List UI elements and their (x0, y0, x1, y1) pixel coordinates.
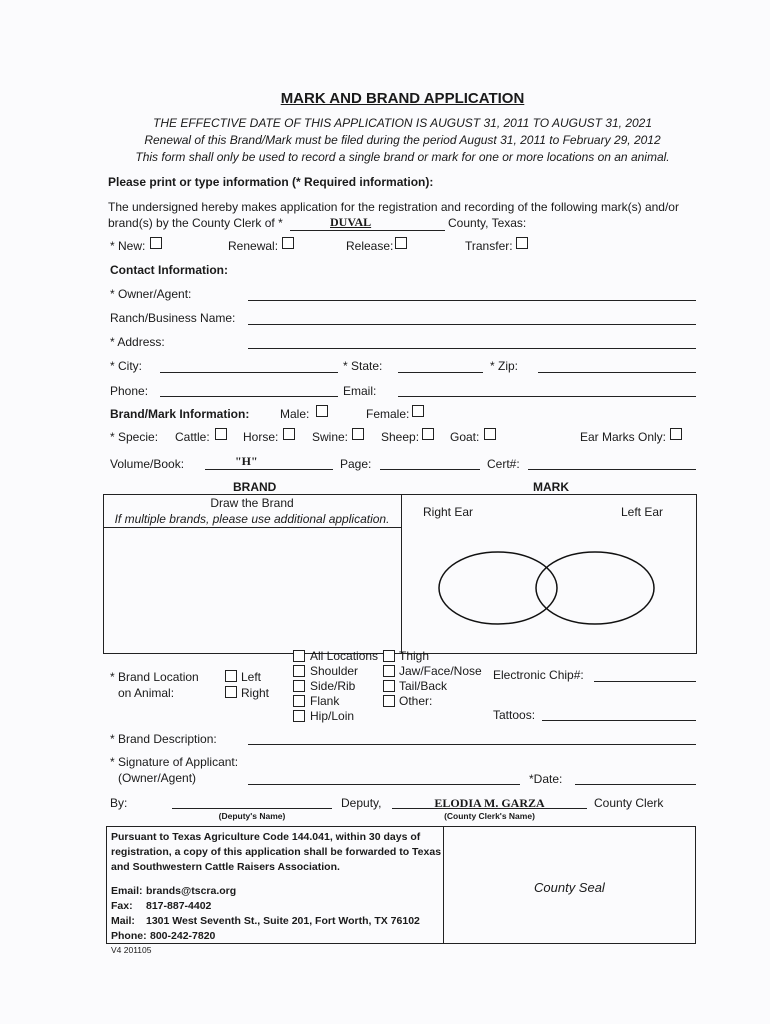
right-ear-oval (439, 552, 557, 624)
right-label: Right (241, 686, 270, 700)
volume-value: "H" (235, 454, 258, 468)
ear-diagram[interactable] (436, 550, 656, 630)
city-label: * City: (110, 359, 143, 373)
other-label: Other: (399, 694, 433, 708)
email-label: Email: (343, 384, 377, 398)
state-label: * State: (343, 359, 383, 373)
left-ear-oval (536, 552, 654, 624)
fax-value: 817-887-4402 (146, 900, 212, 912)
male-checkbox[interactable] (316, 405, 328, 417)
county-field[interactable] (290, 230, 445, 231)
horse-checkbox[interactable] (283, 428, 295, 440)
horse-label: Horse: (243, 430, 279, 444)
all-locations-label: All Locations (310, 649, 379, 663)
page-label: Page: (340, 457, 372, 471)
jaw-face-nose-checkbox[interactable] (383, 665, 395, 677)
single-brand-note: This form shall only be used to record a single brand or mark for one or more locations on an animal. (135, 150, 670, 164)
ranch-field[interactable] (248, 324, 696, 325)
release-checkbox[interactable] (395, 237, 407, 249)
mail-label: Mail: (111, 915, 135, 927)
renewal-period-line: Renewal of this Brand/Mark must be filed during the period August 31, 2011 to February 29, 2012 (144, 133, 661, 147)
intro-line-2-suffix: County, Texas: (448, 216, 527, 230)
email-contact-value[interactable]: brands@tscra.org (146, 885, 237, 897)
swine-checkbox[interactable] (352, 428, 364, 440)
tail-back-checkbox[interactable] (383, 680, 395, 692)
phone-contact-value: 800-242-7820 (150, 930, 216, 942)
shoulder-checkbox[interactable] (293, 665, 305, 677)
phone-contact-label: Phone: (111, 930, 147, 942)
renewal-label: Renewal: (228, 239, 279, 253)
brand-location-label: * Brand Location (110, 670, 199, 684)
county-value: DUVAL (330, 215, 372, 229)
volume-field[interactable] (205, 469, 333, 470)
notice-line-3: and Southwestern Cattle Raisers Association. (111, 861, 340, 873)
city-field[interactable] (160, 372, 338, 373)
by-label: By: (110, 796, 128, 810)
phone-field[interactable] (160, 396, 338, 397)
tail-back-label: Tail/Back (399, 679, 448, 693)
mark-heading: MARK (533, 480, 569, 494)
county-seal-label: County Seal (534, 880, 605, 895)
brand-description-label: * Brand Description: (110, 732, 217, 746)
right-checkbox[interactable] (225, 686, 237, 698)
new-label: * New: (110, 239, 146, 253)
left-ear-label: Left Ear (621, 505, 664, 519)
email-contact-label: Email: (111, 885, 143, 897)
signature-field[interactable] (248, 784, 520, 785)
release-label: Release: (346, 239, 394, 253)
electronic-chip-label: Electronic Chip#: (493, 668, 584, 682)
volume-label: Volume/Book: (110, 457, 185, 471)
drawing-center-divider (401, 494, 402, 654)
fax-label: Fax: (111, 900, 133, 912)
form-title: MARK AND BRAND APPLICATION (280, 90, 525, 107)
all-locations-checkbox[interactable] (293, 650, 305, 662)
address-label: * Address: (110, 335, 165, 349)
brand-info-heading: Brand/Mark Information: (110, 407, 250, 421)
sheep-checkbox[interactable] (422, 428, 434, 440)
effective-date-line: THE EFFECTIVE DATE OF THIS APPLICATION IS AUGUST 31, 2011 TO AUGUST 31, 2021 (152, 116, 653, 130)
tattoos-label: Tattoos: (493, 708, 536, 722)
date-field[interactable] (575, 784, 696, 785)
transfer-label: Transfer: (465, 239, 513, 253)
electronic-chip-field[interactable] (594, 681, 696, 682)
new-checkbox[interactable] (150, 237, 162, 249)
email-field[interactable] (398, 396, 696, 397)
jaw-face-nose-label: Jaw/Face/Nose (399, 664, 482, 678)
owner-label: * Owner/Agent: (110, 287, 192, 301)
brand-location-label-2: on Animal: (118, 686, 175, 700)
state-field[interactable] (398, 372, 483, 373)
version-label: V4 201105 (111, 945, 152, 955)
owner-field[interactable] (248, 300, 696, 301)
clerk-name-value: ELODIA M. GARZA (434, 796, 545, 810)
ear-marks-checkbox[interactable] (670, 428, 682, 440)
flank-checkbox[interactable] (293, 695, 305, 707)
zip-field[interactable] (538, 372, 696, 373)
brand-description-field[interactable] (248, 744, 696, 745)
side-rib-checkbox[interactable] (293, 680, 305, 692)
address-field[interactable] (248, 348, 696, 349)
goat-checkbox[interactable] (484, 428, 496, 440)
thigh-checkbox[interactable] (383, 650, 395, 662)
intro-line-1: The undersigned hereby makes application for the registration and recording of the following mark(s) and/or (108, 200, 679, 214)
instructions: Please print or type information (* Required information): (108, 175, 434, 189)
right-ear-label: Right Ear (423, 505, 474, 519)
transfer-checkbox[interactable] (516, 237, 528, 249)
cert-field[interactable] (528, 469, 696, 470)
zip-label: * Zip: (490, 359, 519, 373)
shoulder-label: Shoulder (310, 664, 359, 678)
intro-line-2-prefix: brand(s) by the County Clerk of * (108, 216, 283, 230)
footer-divider (443, 826, 444, 944)
cattle-checkbox[interactable] (215, 428, 227, 440)
male-label: Male: (280, 407, 310, 421)
notice-line-1: Pursuant to Texas Agriculture Code 144.041, within 30 days of (111, 831, 421, 843)
multiple-brands-note: If multiple brands, please use additional application. (114, 512, 390, 526)
county-clerk-label: County Clerk (594, 796, 664, 810)
deputy-label: Deputy, (341, 796, 382, 810)
thigh-label: Thigh (399, 649, 430, 663)
other-checkbox[interactable] (383, 695, 395, 707)
swine-label: Swine: (312, 430, 349, 444)
deputy-caption: (Deputy's Name) (218, 811, 286, 821)
sheep-label: Sheep: (381, 430, 420, 444)
female-label: Female: (366, 407, 410, 421)
hip-loin-checkbox[interactable] (293, 710, 305, 722)
contact-heading: Contact Information: (110, 263, 228, 277)
page-field[interactable] (380, 469, 480, 470)
draw-the-brand-label: Draw the Brand (210, 496, 294, 510)
notice-line-2: registration, a copy of this application shall be forwarded to Texas (111, 846, 442, 858)
left-label: Left (241, 670, 262, 684)
deputy-name-field[interactable] (172, 808, 332, 809)
tattoos-field[interactable] (542, 720, 696, 721)
cert-label: Cert#: (487, 457, 520, 471)
goat-label: Goat: (450, 430, 480, 444)
brand-draw-area[interactable] (104, 528, 400, 653)
specie-label: * Specie: (110, 430, 159, 444)
date-label: *Date: (529, 772, 563, 786)
flank-label: Flank (310, 694, 340, 708)
signature-label: * Signature of Applicant: (110, 755, 239, 769)
phone-label: Phone: (110, 384, 149, 398)
female-checkbox[interactable] (412, 405, 424, 417)
signature-label-2: (Owner/Agent) (118, 771, 197, 785)
clerk-caption: (County Clerk's Name) (444, 811, 535, 821)
cattle-label: Cattle: (175, 430, 210, 444)
renewal-checkbox[interactable] (282, 237, 294, 249)
left-checkbox[interactable] (225, 670, 237, 682)
mail-value: 1301 West Seventh St., Suite 201, Fort Worth, TX 76102 (146, 915, 420, 927)
side-rib-label: Side/Rib (310, 679, 356, 693)
hip-loin-label: Hip/Loin (310, 709, 355, 723)
brand-heading: BRAND (233, 480, 277, 494)
ear-marks-label: Ear Marks Only: (580, 430, 667, 444)
ranch-label: Ranch/Business Name: (110, 311, 236, 325)
